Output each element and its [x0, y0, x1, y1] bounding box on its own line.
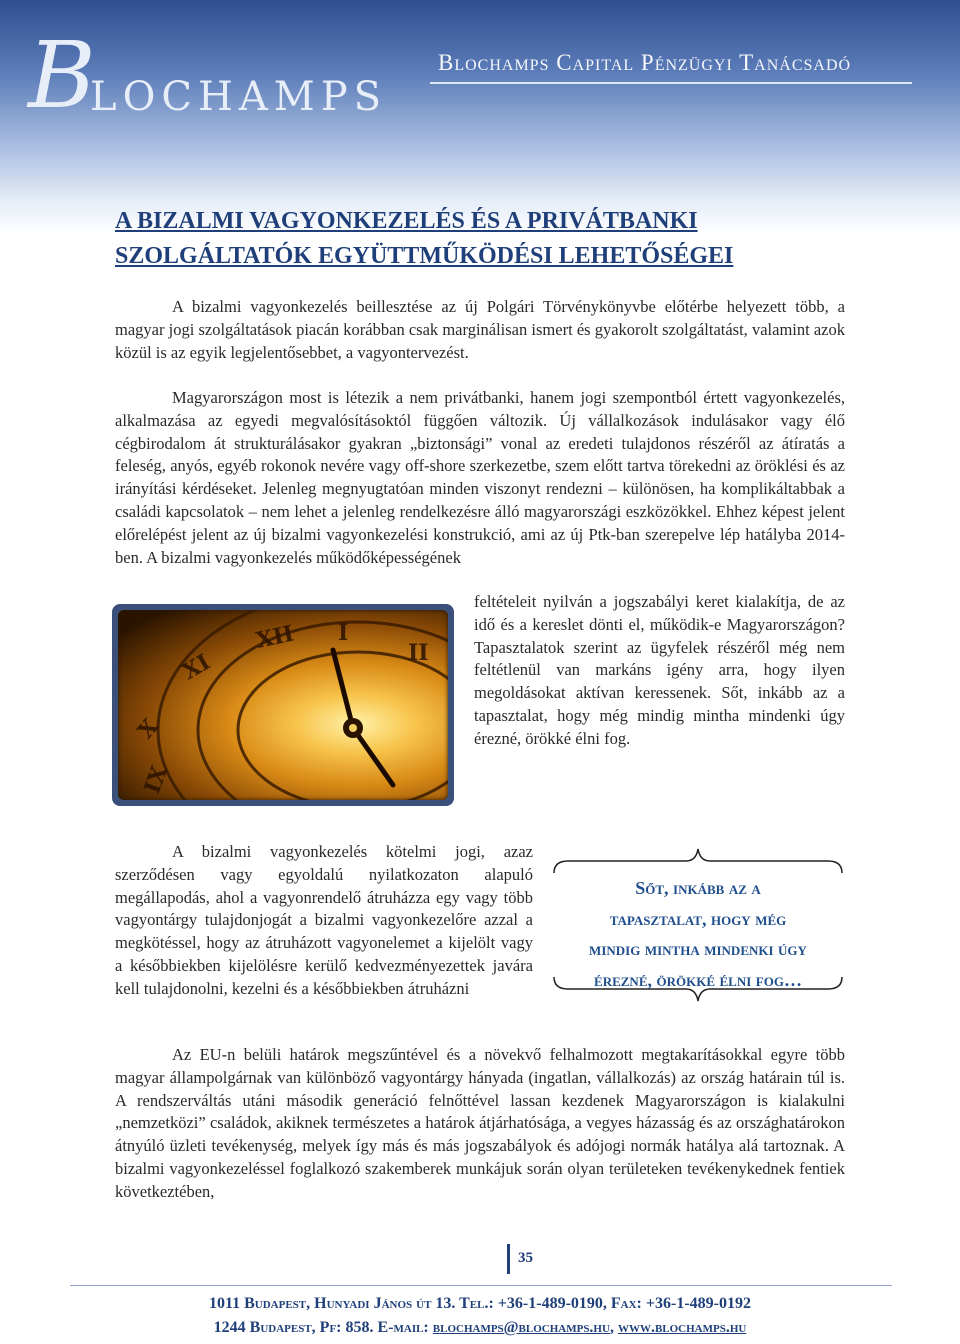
clock-illustration: [118, 610, 448, 800]
footer-contact: [0, 1319, 960, 1337]
pull-quote-line: mindig mintha mindenki úgy: [589, 939, 807, 959]
website-link[interactable]: www.blochamps.hu: [617, 1319, 747, 1336]
pull-quote-line: Sőt, inkább az a: [635, 878, 761, 898]
pull-quote-text: [550, 873, 846, 995]
paragraph-eu: Az EU-n belüli határok megszűntével és a növekvő felhalmozott megtakarításokkal egyre több magyar állampolgárnak van különböző vagyontárgy hányada (ingatlan, vállalkozás) az ország határain túl is. A rendszerváltás utáni második generáció felnőttével lassan kezdenek Magyarországon is kialakulni „nemzetközi” családok, akiknek természetes a határok átjárhatósága, a vegyes házasság és az országhatárokon átnyúló üzleti tevékenység, melyek így más és más jogszabályok és adójogi normák hatálya alá tartoznak. A bizalmi vagyonkezeléssel foglalkozó szakemberek munkájuk során olyan területeken tevékenykednek fentiek következtében,: [115, 1045, 845, 1201]
pull-quote: [550, 845, 846, 1005]
clock-image: [118, 610, 448, 800]
svg-text:XII: XII: [253, 620, 297, 654]
paragraph-hungary: Magyarországon most is létezik a nem privátbanki, hanem jogi szempontból értett vagyonkezelés, alkalmazása az egyedi megvalósításoktól függően változik. Új vállalkozások indulásakor vagy élő cégbirodalom át strukturálásakor gyakran „biztonsági” vonal az eredeti tulajdonos részéről az átíratás a feleség, anyós, egyéb rokonok nevére vagy off-shore szerkezetbe, szem előtt tartva törekedni az öröklési és az irányítási kérdéseket. Jelenleg megnyugtatóan minden viszonyt rendezni – különösen, ha komplikáltabbak a családi kapcsolatok – nem lehet a jelenleg rendelkezésre álló magyarországi eszközökkel. Ehhez képest jelent előrelépést jelent az új bizalmi vagyonkezelési konstrukció, ami az új Ptk-ban szerepelve lép hatályba 2014-ben. A bizalmi vagyonkezelés működőképességének: [115, 388, 845, 567]
svg-text:XI: XI: [178, 648, 215, 686]
paragraph-intro: A bizalmi vagyonkezelés beillesztése az új Polgári Törvénykönyvbe előtérbe helyezett több, a magyar jogi szolgáltatások piacán korábban csak marginálisan ismert és gyakorolt szolgáltatást, valamint azok közül is az egyik legjelentősebbet, a vagyontervezést.: [115, 297, 845, 362]
header-divider: [430, 82, 912, 84]
logo-initial: B: [28, 22, 96, 129]
footer-address: 1011 Budapest, Hunyadi János út 13. Tel.: +36-1-489-0190, Fax: +36-1-489-0192: [209, 1295, 751, 1312]
paragraph-definition: A bizalmi vagyonkezelés kötelmi jogi, azaz szerződésen vagy egyoldalú nyilatkozaton alapuló megállapodás, ahol a vagyonrendelő átruházza egy vagy több vagyontárgy tulajdonjogát a bizalmi vagyonkezelőre azzal a megkötéssel, hogy az átruházott vagyonelemet a kijelölt vagy a későbbiekben kijelölésre kerülő kedvezményezettek javára kell tulajdonolni, kezelni és a későbbiekben átruházni: [115, 842, 533, 998]
logo-wordmark: LOCHAMPS: [90, 74, 388, 120]
footer-separator: ,: [609, 1319, 618, 1336]
pull-quote-line: érezné, örökké élni fog…: [594, 969, 802, 990]
company-name: Blochamps Capital Pénzügyi Tanácsadó: [438, 50, 852, 75]
email-link[interactable]: blochamps@blochamps.hu: [432, 1319, 610, 1336]
svg-text:IX: IX: [139, 762, 174, 798]
svg-text:I: I: [338, 620, 349, 646]
page-number: 35: [518, 1250, 533, 1266]
blochamps-logo: [28, 22, 398, 129]
svg-text:X: X: [132, 714, 164, 744]
svg-text:II: II: [408, 640, 429, 666]
footer-divider: [70, 1285, 892, 1286]
pull-quote-line: tapasztalat, hogy még: [609, 908, 787, 929]
paragraph-hungary-continued: feltételeit nyilván a jogszabályi keret kialakítja, de az idő és a kereslet dönti el, működik-e Magyarországon? Tapasztalatok szerint az ügyfelek részéről még nem feltétlenül van markáns igény arra, hogy ilyen megoldásokat aktívan keressenek. Sőt, inkább az a tapasztalat, hogy még mindig mintha mindenki úgy érezné, örökké élni fog.: [474, 592, 845, 748]
footer-postal: 1244 Budapest, Pf: 858. E-mail:: [213, 1319, 433, 1336]
article-title: A BIZALMI VAGYONKEZELÉS ÉS A PRIVÁTBANKI SZOLGÁLTATÓK EGYÜTTMŰKÖDÉSI LEHETŐSÉGEI: [115, 208, 734, 269]
page-number-bar: [507, 1244, 510, 1274]
